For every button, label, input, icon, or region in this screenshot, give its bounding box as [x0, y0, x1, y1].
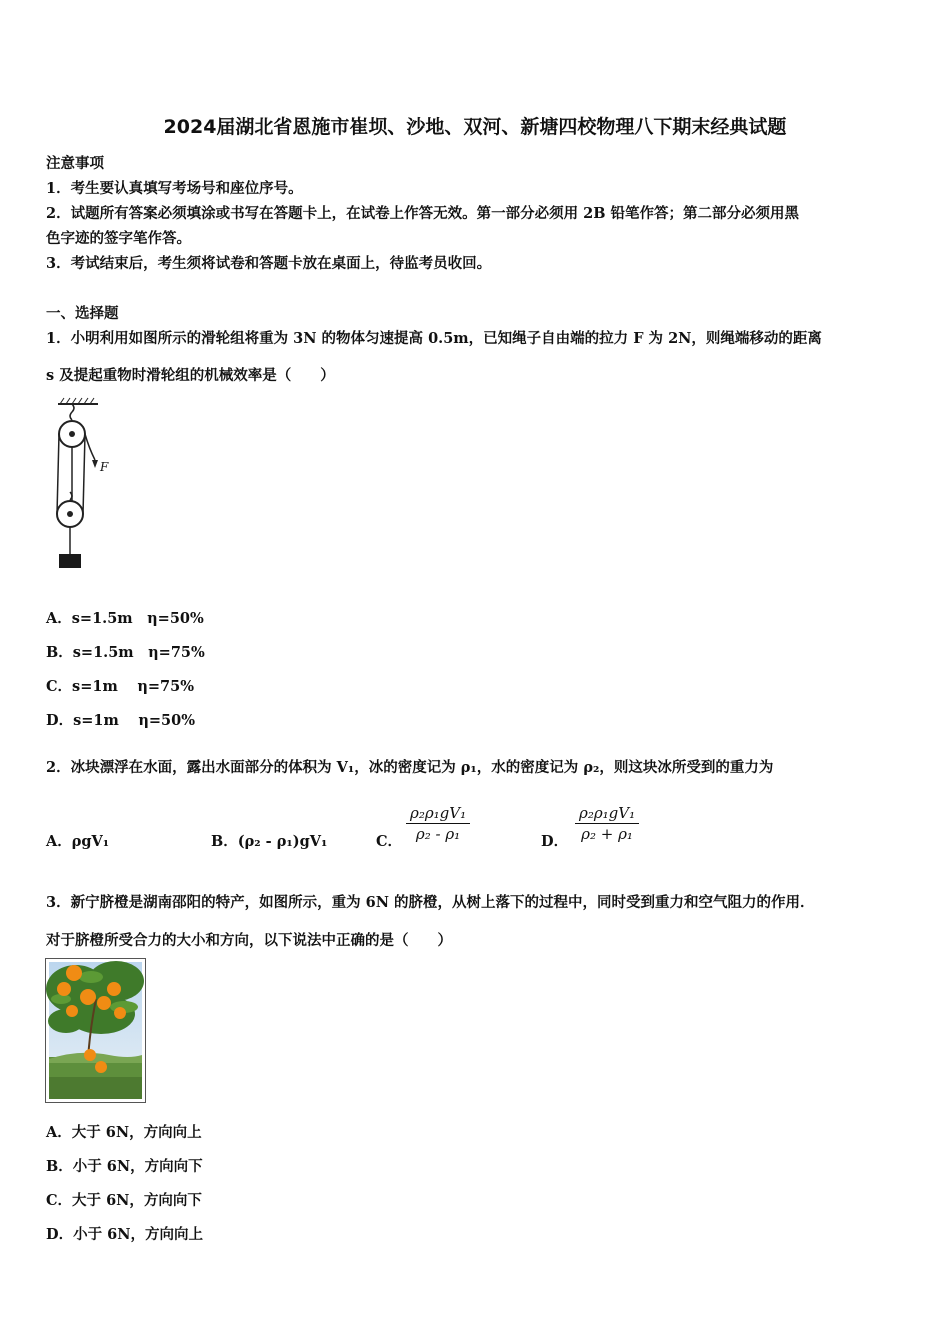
q1-stem-line2: s 及提起重物时滑轮组的机械效率是（ ）	[46, 367, 335, 384]
force-label: F	[100, 460, 109, 474]
orange-photo	[45, 958, 146, 1103]
q2-option-d-numerator: ρ₂ρ₁gV₁	[575, 804, 639, 824]
notice-item-1: 1．考生要认真填写考场号和座位序号。	[46, 180, 303, 197]
q3-option-a: A．大于 6N，方向向上	[46, 1124, 202, 1141]
q3-option-b: B．小于 6N，方向向下	[46, 1158, 203, 1175]
q2-option-c-label: C．	[376, 833, 403, 850]
q2-option-c-fraction	[406, 804, 470, 843]
q1-option-c: C．s=1m η=75%	[46, 678, 194, 695]
q2-option-c-numerator: ρ₂ρ₁gV₁	[406, 804, 470, 824]
q1-stem-line1: 1．小明利用如图所示的滑轮组将重为 3N 的物体匀速提高 0.5m，已知绳子自由端的拉力 F 为 2N，则绳端移动的距离	[46, 330, 822, 347]
q2-stem: 2．冰块漂浮在水面，露出水面部分的体积为 V₁，冰的密度记为 ρ₁，水的密度记为 ρ₂，则这块冰所受到的重力为	[46, 759, 774, 776]
notice-item-2: 2．试题所有答案必须填涂或书写在答题卡上，在试卷上作答无效。第一部分必须用 2B 铅笔作答；第二部分必须用黑	[46, 205, 800, 222]
q3-stem-line2: 对于脐橙所受合力的大小和方向，以下说法中正确的是（ ）	[46, 932, 452, 949]
q2-option-a: A．ρgV₁	[46, 833, 110, 850]
q2-option-b: B．(ρ₂ - ρ₁)gV₁	[211, 833, 328, 850]
q3-stem-line1: 3．新宁脐橙是湖南邵阳的特产，如图所示，重为 6N 的脐橙，从树上落下的过程中，同时受到重力和空气阻力的作用．	[46, 894, 815, 911]
q2-option-d-label: D．	[541, 833, 569, 850]
notice-heading: 注意事项	[46, 155, 104, 172]
q2-option-d-denominator: ρ₂ + ρ₁	[581, 825, 633, 843]
q1-option-a: A．s=1.5m η=50%	[46, 610, 204, 627]
pulley-figure	[50, 396, 120, 572]
q1-option-b: B．s=1.5m η=75%	[46, 644, 205, 661]
q3-option-c: C．大于 6N，方向向下	[46, 1192, 202, 1209]
q2-option-d-fraction	[575, 804, 639, 843]
page-title: 2024届湖北省恩施市崔坝、沙地、双河、新塘四校物理八下期末经典试题	[163, 116, 787, 138]
q2-option-c-denominator: ρ₂ - ρ₁	[415, 825, 461, 843]
q3-option-d: D．小于 6N，方向向上	[46, 1226, 203, 1243]
notice-item-3: 3．考试结束后，考生须将试卷和答题卡放在桌面上，待监考员收回。	[46, 255, 492, 272]
q1-option-d: D．s=1m η=50%	[46, 712, 196, 729]
section-heading: 一、选择题	[46, 305, 119, 322]
notice-item-2-cont: 色字迹的签字笔作答。	[46, 230, 191, 247]
